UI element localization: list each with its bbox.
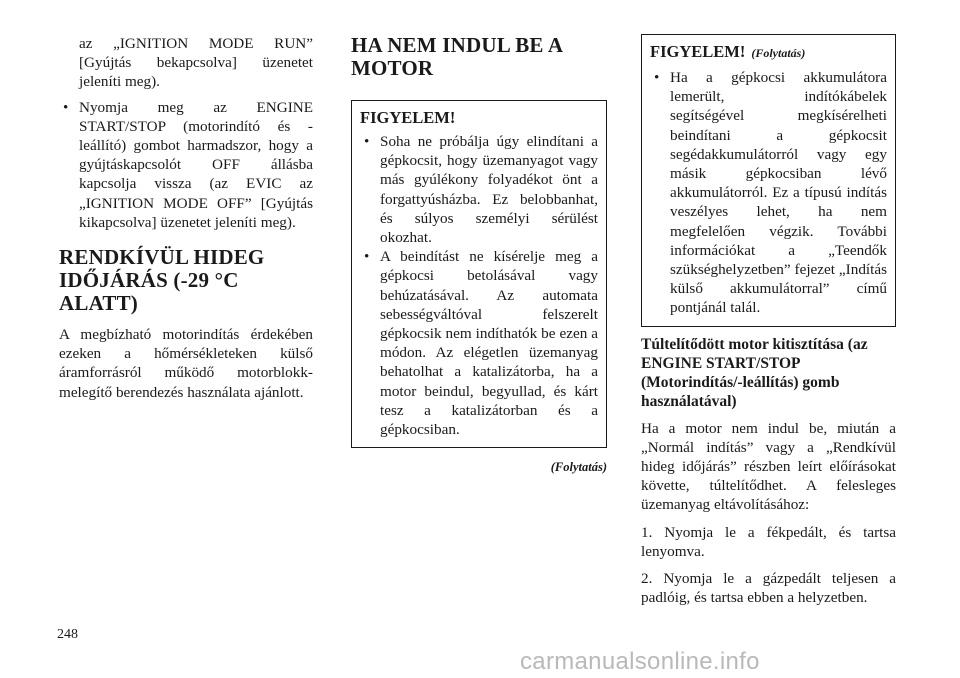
warning-title: FIGYELEM! xyxy=(360,108,456,127)
warning-title-continued: (Folytatás) xyxy=(751,46,806,60)
warning-box-continued xyxy=(641,34,896,327)
warning-box xyxy=(351,100,607,448)
bullet-marker: • xyxy=(364,248,370,266)
section-heading-extreme-cold: RENDKÍVÜL HIDEG IDŐJÁRÁS (-29 °C ALATT) xyxy=(59,245,265,316)
bullet-item xyxy=(59,98,313,232)
step-2: 2. Nyomja le a gázpedált teljesen a padlóig, és tartsa ebben a helyzetben. xyxy=(641,570,896,607)
continued-note: (Folytatás) xyxy=(550,460,607,475)
bullet-marker: • xyxy=(654,69,660,86)
step-1: 1. Nyomja le a fékpedált, és tartsa lenyomva. xyxy=(641,523,896,560)
bullet-text: Soha ne próbálja úgy elindítani a gépkocsit, hogy üzemanyagot vagy más gyúlékony folyadékot önt a forgattyúsházba. Ez belobbanhat, és súlyos személyi sérülést okozhat. xyxy=(380,133,598,247)
bullet-text: Ha a gépkocsi akkumulátora lemerült, indítókábelek segítségével megkísérelheti beindítani a gépkocsit segédakkumulátorról vagy egy másik gépkocsiban lévő akkumulátorról. Ez a típusú indítás veszélyes lehet, ha nem megfelelően végzik. További információkat a „Teendők szükséghelyzetben” fejezet „Indítás külső akkumulátorral” című pontjánál talál. xyxy=(670,69,887,317)
warning-bullet xyxy=(360,132,598,247)
section-heading-engine-fails: HA NEM INDUL BE A MOTOR xyxy=(351,33,563,80)
warning-bullet xyxy=(360,247,598,439)
column-2 xyxy=(351,34,607,477)
column-3 xyxy=(641,34,896,607)
bullet-text: A beindítást ne kísérelje meg a gépkocsi betolásával vagy behúzatásával. Az automata sebességváltóval felszerelt gépkocsik nem indíthatók be ezen a módon. Az elégetlen üzemanyag behatolhat a katalizátorba, ha a motor beindul, begyullad, és kárt tesz a katalizátorban és a gépkocsiban. xyxy=(380,248,598,439)
continued-text: az „IGNITION MODE RUN” [Gyújtás bekapcsolva] üzenetet jeleníti meg). xyxy=(79,35,313,91)
section-heading-flooded-engine: Túltelítődött motor kitisztítása (az ENGINE START/STOP (Motorindítás/-leállítás) gomb használatával) xyxy=(641,335,868,410)
warning-title-text: FIGYELEM! xyxy=(650,42,746,61)
warning-bullet xyxy=(650,68,887,318)
bullet-text: Nyomja meg az ENGINE START/STOP (motorindító és -leállító) gombot harmadszor, hogy a gyújtáskapcsolót OFF állásba kapcsolja vissza (az EVIC az „IGNITION MODE OFF” [Gyújtás kikapcsolva] üzenetet jeleníti meg). xyxy=(79,98,313,231)
watermark: carmanualsonline.info xyxy=(520,648,760,675)
paragraph-flooded-engine: Ha a motor nem indul be, miután a „Normál indítás” vagy a „Rendkívül hideg időjárás” részben leírt előírásokat követte, túltelítődhet. A felesleges üzemanyag eltávolításához: xyxy=(641,419,896,514)
warning-title xyxy=(650,41,887,64)
column-1 xyxy=(59,34,313,402)
bullet-marker: • xyxy=(63,98,69,116)
bullet-marker: • xyxy=(364,133,370,150)
page-number: 248 xyxy=(57,627,78,642)
paragraph-extreme-cold: A megbízható motorindítás érdekében ezeken a hőmérsékleteken külső áramforrásról működő motorblokk-melegítő berendezés használata ajánlott. xyxy=(59,326,313,401)
